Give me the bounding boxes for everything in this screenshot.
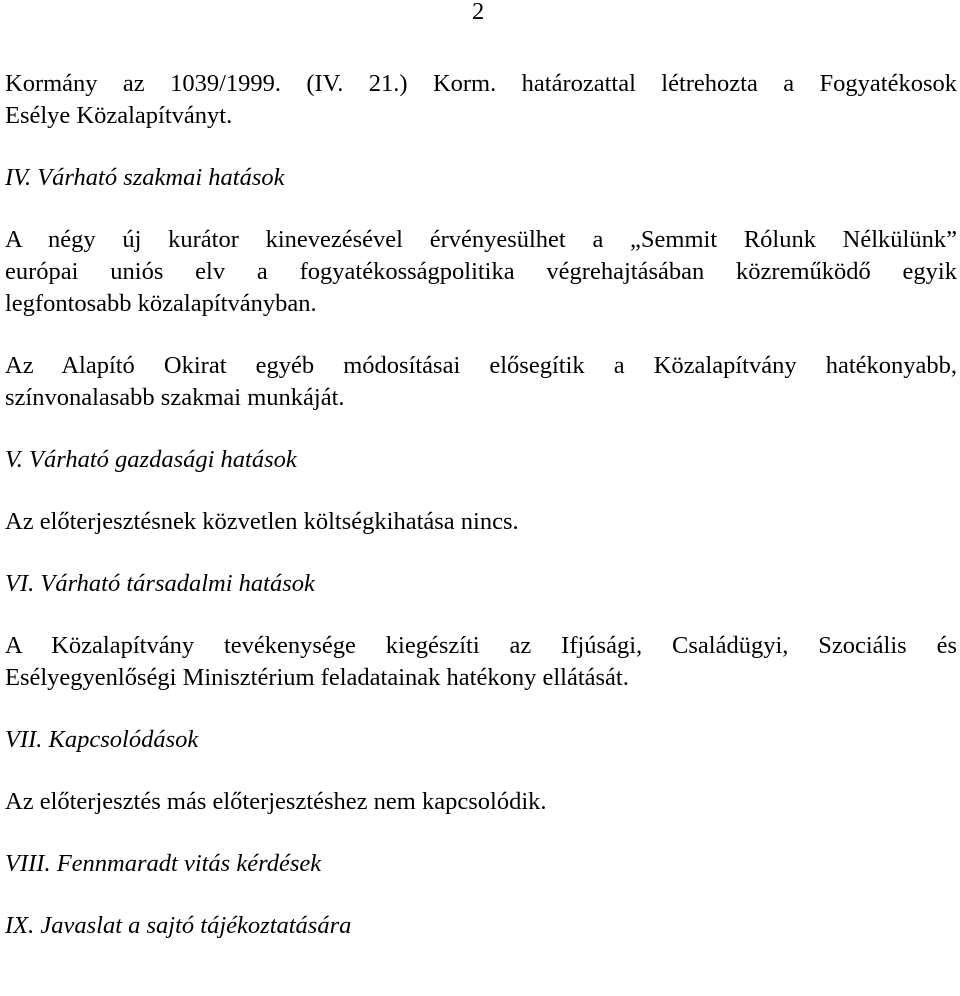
paragraph-line: A négy új kurátor kinevezésével érvényesülhet a „Semmit Rólunk Nélkülünk” [5,226,957,253]
paragraph-line: Az előterjesztés más előterjesztéshez nem kapcsolódik. [5,788,547,815]
section-heading-vi: VI. Várható társadalmi hatások [5,570,315,597]
section-vi-paragraph [5,630,957,694]
paragraph-line: legfontosabb közalapítványban. [5,290,317,317]
intro-line-1: Kormány az 1039/1999. (IV. 21.) Korm. határozattal létrehozta a Fogyatékosok [5,70,957,97]
document-body [5,68,957,942]
section-iv-paragraph-2 [5,350,957,414]
section-vii-paragraph [5,786,957,818]
section-heading-ix: IX. Javaslat a sajtó tájékoztatására [5,912,352,939]
paragraph-line: Az előterjesztésnek közvetlen költségkihatása nincs. [5,508,519,535]
intro-line-2: Esélye Közalapítványt. [5,102,233,129]
paragraph-line: A Közalapítvány tevékenysége kiegészíti az Ifjúsági, Családügyi, Szociális és [5,632,957,659]
section-v-paragraph [5,506,957,538]
page-number: 2 [472,0,485,25]
paragraph-line: színvonalasabb szakmai munkáját. [5,384,345,411]
section-iv-paragraph-1 [5,224,957,320]
section-heading-iv: IV. Várható szakmai hatások [5,164,285,191]
intro-paragraph [5,68,957,132]
paragraph-line: Esélyegyenlőségi Minisztérium feladatainak hatékony ellátását. [5,664,629,691]
section-heading-viii: VIII. Fennmaradt vitás kérdések [5,850,322,877]
paragraph-line: európai uniós elv a fogyatékosságpolitika végrehajtásában közreműködő egyik [5,258,957,285]
paragraph-line: Az Alapító Okirat egyéb módosításai elősegítik a Közalapítvány hatékonyabb, [5,352,957,379]
section-heading-vii: VII. Kapcsolódások [5,726,199,753]
section-heading-v: V. Várható gazdasági hatások [5,446,297,473]
